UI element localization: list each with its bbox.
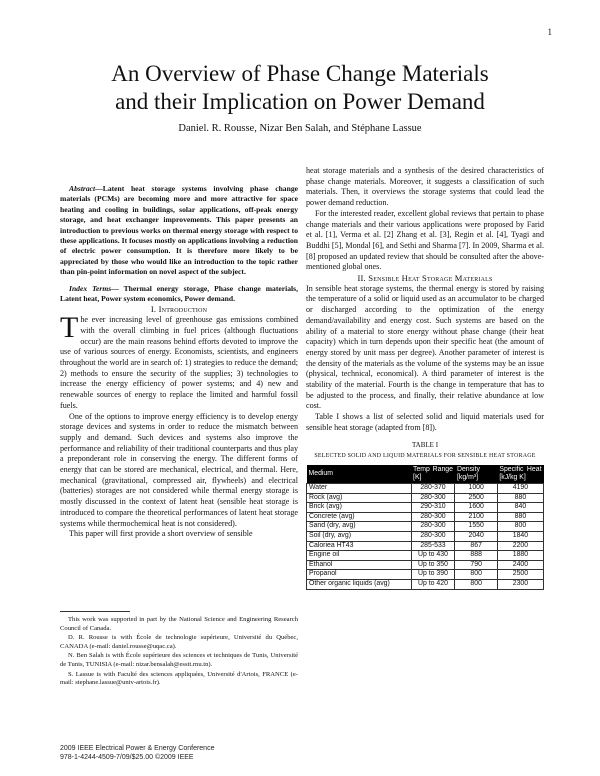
cell-density: 790 [455,560,497,570]
footnote-divider [60,611,130,612]
cell-temp-range: Up to 350 [411,560,455,570]
intro-paragraph-1 [60,311,298,411]
footnote-author-3: S. Lassue is with Faculté des sciences appliquées, Université d'Artois, FRANCE (e-mail: stephane.lassue@univ-artois.fr). [60,670,298,687]
cell-temp-range: 280-370 [411,483,455,493]
abstract [60,184,298,278]
cell-temp-range: Up to 430 [411,551,455,561]
cell-medium: Rock (avg) [307,493,412,503]
cell-density: 2500 [455,493,497,503]
title-line-1: An Overview of Phase Change Materials [111,61,489,86]
footnote-author-2: N. Ben Salah is with École supérieure des sciences et techniques de Tunis, Université de Tunis, TUNISIA (e-mail: nizar.bensalah@esstt.rnu.tn). [60,652,298,668]
cell-medium: Brick (avg) [307,503,412,513]
right-paragraph-1: heat storage materials and a synthesis of the desired characteristics of phase change materials. Moreover, it suggests a classification of such materials. Then, it overviews the storage systems that could lead the power demand reduction. [306,166,544,208]
table-row [307,531,544,541]
drop-cap: T [60,311,79,345]
cell-temp-range: Up to 420 [411,579,455,589]
cell-density: 1600 [455,503,497,513]
cell-density: 888 [455,551,497,561]
table-row [307,493,544,503]
cell-medium: Concrete (avg) [307,512,412,522]
table-row [307,503,544,513]
index-terms-text: — Thermal energy storage, Phase change materials, Latent heat, Power system economics, Power demand. [60,283,298,304]
cell-specific-heat: 4190 [497,483,543,493]
table-row [307,579,544,589]
cell-specific-heat: 800 [497,522,543,532]
cell-medium: Other organic liquids (avg) [307,579,412,589]
cell-medium: Propanol [307,570,412,580]
intro-paragraph-2: One of the options to improve energy efficiency is to develop energy storage devices and systems in order to reduce the mismatch between supply and demand. Such devices and systems also improve the performance and reliability of their traditional counterparts and thus play a preponderant role in conserving the energy. The different forms of energy that can be stored are mechanical, electrical, and thermal. Here, mechanical (gravitational, compressed air, flywheels) and electrical (batteries) storages are not considered while thermal energy storage is mostly discussed in the context of latent heat (sensible heat storage is introduced to compare the theoretical performances of latent heat storage systems while thermochemical heat is not considered). [60,411,298,528]
cell-temp-range: 280-300 [411,531,455,541]
table-body [307,483,544,589]
author-list: Daniel. R. Rousse, Nizar Ben Salah, and Stéphane Lassue [178,123,422,134]
cell-temp-range: 290-310 [411,503,455,513]
section-title: Sensible Heat Storage Materials [368,273,493,284]
header-density: Density [kg/m³] [455,465,497,484]
cell-density: 2100 [455,512,497,522]
title-line-2: and their Implication on Power Demand [115,89,485,114]
table-row [307,570,544,580]
cell-medium: Water [307,483,412,493]
cell-specific-heat: 2400 [497,560,543,570]
cell-temp-range: 285-533 [411,541,455,551]
cell-specific-heat: 880 [497,493,543,503]
cell-density: 867 [455,541,497,551]
section-heading-introduction [60,304,298,315]
header-temp-range: Temp Range [K] [411,465,455,484]
conference-info [60,745,214,762]
index-terms [60,284,298,305]
footnote-author-1: D. R. Rousse is with École de technologie supérieure, Université du Québec, CANADA (e-mail: daniel.rousse@uqac.ca). [60,634,298,650]
cell-specific-heat: 1840 [497,531,543,541]
table-row [307,541,544,551]
header-medium: Medium [307,465,412,484]
cell-medium: Engine oil [307,551,412,561]
right-paragraph-2: For the interested reader, excellent global reviews that pertain to phase change materials and their various applications were proposed by Farid et al. [1], Verma et al. [2] Zhang et al. [3], Regin et al. [4], Tyagi and Buddhi [5], Mondal [6], and Sethi and Sharma [7]. In 2009, Sharma et al. [8] proposed an updated review that should be consulted after the above-mentioned global ones. [306,208,544,272]
index-terms-label: Index Terms [69,283,112,293]
cell-temp-range: Up to 390 [411,570,455,580]
header-specific-heat: Specific Heat [kJ/kg K] [497,465,543,484]
cell-specific-heat: 880 [497,512,543,522]
table-subcaption: SELECTED SOLID AND LIQUID MATERIALS FOR SENSIBLE HEAT STORAGE [314,453,536,460]
footnote-funding: This work was supported in part by the National Science and Engineering Research Council of Canada. [60,616,298,632]
sensible-paragraph-1: In sensible heat storage systems, the thermal energy is stored by raising the temperature of a solid or liquid used as an accumulator to be charged or discharged according to the optimization of the energy demand/availability and energy cost. Such systems are based on the ability of a material to store energy without phase change (their heat capacity) which in turn depends upon their specific heat (the amount of energy stored by unit mass per degree). Another parameter of interest is the density of the materials as the volume of the systems may be an issue (physical, technical, economical). A third parameter of interest is the stability of the material. Fourth is the change in temperature that has to be adjusted to the process, and finally, their relative abundance at low cost. [306,283,544,411]
cell-medium: Ethanol [307,560,412,570]
left-column [60,184,298,540]
section-number: II. [357,273,366,284]
materials-table [306,465,544,590]
right-column [306,166,544,590]
copyright-line: 978-1-4244-4509-7/09/$25.00 ©2009 IEEE [60,753,194,761]
paper-title [0,60,600,116]
cell-medium: Sand (dry, avg) [307,522,412,532]
abstract-label: Abstract [69,184,96,193]
section-title: Introduction [158,304,208,315]
table-row [307,522,544,532]
cell-temp-range: 280-300 [411,512,455,522]
cell-specific-heat: 2200 [497,541,543,551]
table-row [307,551,544,561]
table-row [307,512,544,522]
cell-temp-range: 280-300 [411,522,455,532]
table-row [307,560,544,570]
cell-specific-heat: 2500 [497,570,543,580]
table-row [307,483,544,493]
section-heading-sensible-heat [306,273,544,284]
cell-density: 800 [455,579,497,589]
table-header-row [307,465,544,484]
cell-specific-heat: 2300 [497,579,543,589]
cell-temp-range: 280-300 [411,493,455,503]
footnotes [60,616,298,689]
sensible-paragraph-2: Table I shows a list of selected solid and liquid materials used for sensible heat storage (adapted from [8]). [306,412,544,432]
cell-medium: Caloriea HT43 [307,541,412,551]
table-caption: TABLE I [411,440,439,449]
cell-specific-heat: 1880 [497,551,543,561]
abstract-text: —Latent heat storage systems involving phase change materials (PCMs) are becoming more and more attractive for space heating and cooling in buildings, solar applications, off-peak energy storage, and heat exchanger improvements. This paper presents an introduction to previous works on thermal energy storage with respect to these applications. It focuses mostly on applications involving a reduction of electric power consumption. It is therefore more likely to be appreciated by those who would like an introduction to the topic rather than pin-point information on novel aspect of the subject. [60,184,298,277]
conference-name: 2009 IEEE Electrical Power & Energy Conference [60,745,215,752]
cell-density: 2040 [455,531,497,541]
cell-density: 1550 [455,522,497,532]
cell-density: 800 [455,570,497,580]
cell-medium: Soil (dry, avg) [307,531,412,541]
intro-paragraph-3: This paper will first provide a short overview of sensible [69,529,253,539]
cell-density: 1000 [455,483,497,493]
cell-specific-heat: 840 [497,503,543,513]
page-number: 1 [547,27,552,37]
intro-paragraph-1-text: he ever increasing level of greenhouse gas emissions combined with the overall climbing in fuel prices (although fluctuations occur) are the main reasons behind efforts devoted to improve the use of various sources of energy. Economists, scientists, and engineers throughout the world are in search of: 1) strategies to reduce the demand; 2) methods to ensure the security of the supplies; 3) technologies to increase the energy efficiency of power systems; and 4) new and renewable sources of energy to replace the limited and harmful fossil fuels. [60,315,298,410]
section-number: I. [150,304,157,315]
